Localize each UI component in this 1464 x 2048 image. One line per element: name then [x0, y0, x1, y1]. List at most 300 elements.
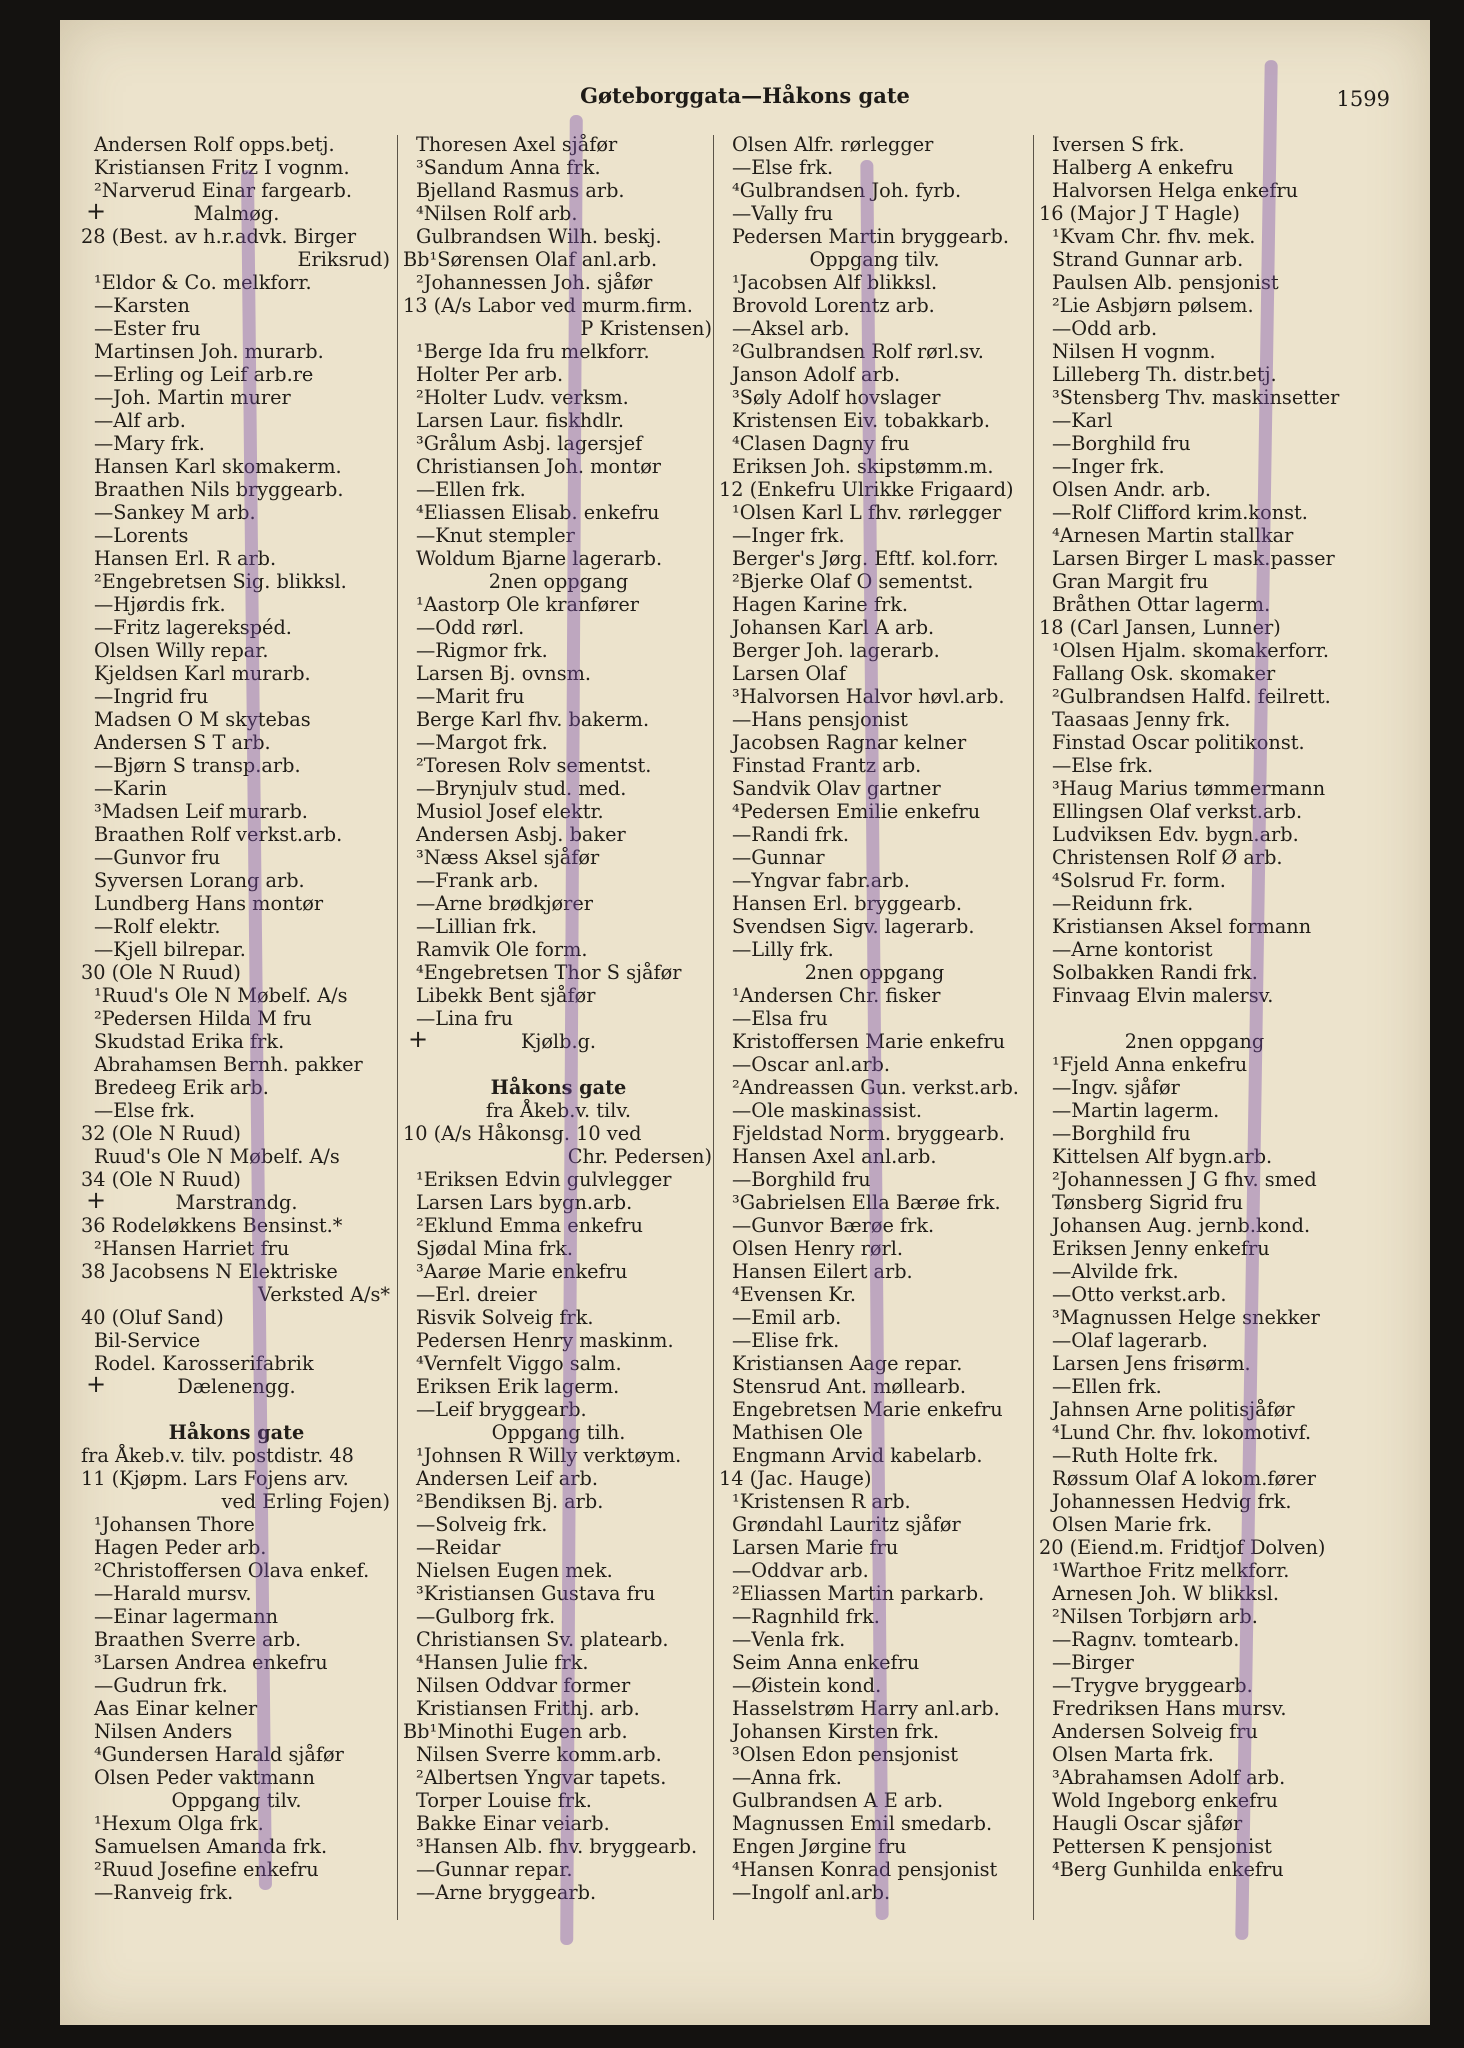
entry-text: —Lillian frk. — [416, 915, 537, 938]
resident-entry — [718, 1099, 1030, 1122]
entry-text: Iversen S frk. — [1052, 133, 1185, 156]
entry-text: —Else frk. — [1052, 754, 1154, 777]
entry-text: —Inger frk. — [732, 524, 845, 547]
resident-entry — [80, 1858, 392, 1881]
entry-text: ¹Eriksen Edvin gulvlegger — [416, 1168, 672, 1191]
entry-text: 2nen oppgang — [804, 961, 945, 984]
resident-entry — [1038, 1674, 1350, 1697]
resident-entry — [1038, 133, 1350, 156]
resident-entry — [402, 984, 714, 1007]
entry-text: ²Johannessen J G fhv. smed — [1052, 1168, 1317, 1191]
resident-entry — [80, 869, 392, 892]
entry-text: Hagen Peder arb. — [94, 1536, 267, 1559]
resident-entry — [718, 1628, 1030, 1651]
resident-entry — [1038, 800, 1350, 823]
entry-text: ³Larsen Andrea enkefru — [94, 1651, 328, 1674]
resident-entry — [1038, 639, 1350, 662]
resident-entry — [1038, 823, 1350, 846]
entry-text: ¹Jacobsen Alf blikksl. — [732, 271, 938, 294]
entry-text: —Lorents — [94, 524, 189, 547]
entry-text: Svendsen Sigv. lagerarb. — [732, 915, 975, 938]
entry-text: ⁴Berg Gunhilda enkefru — [1052, 1858, 1284, 1881]
resident-entry — [402, 1559, 714, 1582]
entry-text: 16 (Major J T Hagle) — [1039, 202, 1240, 225]
resident-entry — [718, 1444, 1030, 1467]
entry-text: ²Eklund Emma enkefru — [416, 1214, 643, 1237]
resident-entry — [718, 1306, 1030, 1329]
address-entry — [1038, 1536, 1350, 1559]
resident-entry — [1038, 1030, 1350, 1053]
entry-text: ³Næss Aksel sjåfør — [416, 846, 600, 869]
entry-text: Bil-Service — [94, 1329, 201, 1352]
entry-text: —Marit fru — [416, 685, 525, 708]
resident-entry — [718, 754, 1030, 777]
entry-text: ⁴Evensen Kr. — [732, 1283, 857, 1306]
column-rule — [397, 135, 398, 1920]
entry-text: 11 (Kjøpm. Lars Fojens arv. — [81, 1467, 349, 1490]
resident-entry — [1038, 1789, 1350, 1812]
resident-entry — [402, 1260, 714, 1283]
resident-entry — [1038, 1559, 1350, 1582]
entry-text: Risvik Solveig frk. — [416, 1306, 594, 1329]
entry-text: ⁴Nilsen Rolf arb. — [416, 202, 578, 225]
address-entry — [402, 1122, 714, 1145]
address-entry — [1038, 616, 1350, 639]
entry-text: ²Gulbrandsen Rolf rørl.sv. — [732, 340, 984, 363]
entry-text: ¹Warthoe Fritz melkforr. — [1052, 1559, 1290, 1582]
entry-text: ²Holter Ludv. verksm. — [416, 386, 629, 409]
entry-text: —Odd arb. — [1052, 317, 1158, 340]
resident-entry — [402, 386, 714, 409]
entry-text: ³Abrahamsen Adolf arb. — [1052, 1766, 1286, 1789]
entry-text: Ludviksen Edv. bygn.arb. — [1052, 823, 1299, 846]
resident-entry — [402, 1237, 714, 1260]
resident-entry — [402, 754, 714, 777]
entry-text: Seim Anna enkefru — [732, 1651, 920, 1674]
resident-entry — [402, 1007, 714, 1030]
resident-entry — [80, 501, 392, 524]
entry-text: —Olaf lagerarb. — [1052, 1329, 1208, 1352]
resident-entry — [1038, 547, 1350, 570]
resident-entry — [718, 133, 1030, 156]
resident-entry — [718, 1490, 1030, 1513]
entry-text: ⁴Lund Chr. fhv. lokomotivf. — [1052, 1421, 1312, 1444]
resident-entry — [80, 731, 392, 754]
entry-text: —Aksel arb. — [732, 317, 850, 340]
resident-entry — [80, 294, 392, 317]
entry-text: Christiansen Sv. platearb. — [416, 1628, 669, 1651]
resident-entry — [1038, 846, 1350, 869]
entry-text: Finvaag Elvin malersv. — [1052, 984, 1274, 1007]
resident-entry — [718, 869, 1030, 892]
entry-text: Musiol Josef elektr. — [416, 800, 604, 823]
entry-text: —Fritz lagerekspéd. — [94, 616, 292, 639]
entry-text: ²Narverud Einar fargearb. — [94, 179, 353, 202]
entry-text: ⁴Eliassen Elisab. enkefru — [416, 501, 660, 524]
entry-text: —Ruth Holte frk. — [1052, 1444, 1219, 1467]
resident-entry — [80, 616, 392, 639]
entry-text: —Sankey M arb. — [94, 501, 256, 524]
entry-text: Bb¹Minothi Eugen arb. — [403, 1720, 628, 1743]
resident-entry — [718, 363, 1030, 386]
resident-entry — [1038, 294, 1350, 317]
resident-entry — [718, 961, 1030, 984]
entry-text: Håkons gate — [168, 1421, 305, 1444]
resident-entry — [1038, 432, 1350, 455]
entry-text: —Oscar anl.arb. — [732, 1053, 891, 1076]
resident-entry — [80, 1605, 392, 1628]
entry-text: Hagen Karine frk. — [732, 593, 909, 616]
entry-text: ¹Kvam Chr. fhv. mek. — [1052, 225, 1256, 248]
resident-entry — [718, 1743, 1030, 1766]
resident-entry — [1038, 984, 1350, 1007]
resident-entry — [402, 1168, 714, 1191]
entry-text: 12 (Enkefru Ulrikke Frigaard) — [719, 478, 1014, 501]
entry-text: —Ester fru — [94, 317, 201, 340]
entry-text: Fjeldstad Norm. bryggearb. — [732, 1122, 1005, 1145]
entry-text: Larsen Birger L mask.passer — [1052, 547, 1335, 570]
resident-entry — [718, 294, 1030, 317]
entry-text: Ramvik Ole form. — [416, 938, 588, 961]
entry-text: Larsen Laur. fiskhdlr. — [416, 409, 625, 432]
entry-text: ⁴Pedersen Emilie enkefru — [732, 800, 981, 823]
entry-text: ³Grålum Asbj. lagersjef — [416, 432, 643, 455]
entry-text: fra Åkeb.v. tilv. postdistr. 48 — [81, 1444, 354, 1467]
entry-text: —Solveig frk. — [416, 1513, 548, 1536]
resident-entry — [402, 915, 714, 938]
resident-entry — [80, 662, 392, 685]
entry-text: Sandvik Olav gartner — [732, 777, 941, 800]
resident-entry — [80, 1766, 392, 1789]
resident-entry — [718, 892, 1030, 915]
entry-text: Johansen Aug. jernb.kond. — [1052, 1214, 1311, 1237]
resident-entry — [1038, 1053, 1350, 1076]
entry-text: —Birger — [1052, 1651, 1134, 1674]
entry-text: ³Hansen Alb. fhv. bryggearb. — [416, 1835, 698, 1858]
entry-text: —Ragnhild frk. — [732, 1605, 880, 1628]
resident-entry — [402, 1283, 714, 1306]
entry-text: Magnussen Emil smedarb. — [732, 1812, 993, 1835]
resident-entry — [718, 1283, 1030, 1306]
entry-text: ²Lie Asbjørn pølsem. — [1052, 294, 1254, 317]
entry-text: 20 (Eiend.m. Fridtjof Dolven) — [1039, 1536, 1326, 1559]
resident-entry — [402, 662, 714, 685]
resident-entry — [718, 1536, 1030, 1559]
entry-text: Kristiansen Aage repar. — [732, 1352, 963, 1375]
entry-text: Bakke Einar veiarb. — [416, 1812, 610, 1835]
entry-text: Lilleberg Th. distr.betj. — [1052, 363, 1277, 386]
entry-text: —Ingv. sjåfør — [1052, 1076, 1180, 1099]
resident-entry — [718, 639, 1030, 662]
entry-text: Bb¹Sørensen Olaf anl.arb. — [403, 248, 658, 271]
entry-text: Nilsen H vognm. — [1052, 340, 1216, 363]
resident-entry — [402, 133, 714, 156]
resident-entry — [402, 1674, 714, 1697]
entry-text: Skudstad Erika frk. — [94, 1030, 285, 1053]
resident-entry — [1038, 455, 1350, 478]
entry-text: Stensrud Ant. møllearb. — [732, 1375, 966, 1398]
entry-text: —Elise frk. — [732, 1329, 840, 1352]
entry-text: ¹Andersen Chr. fisker — [732, 984, 941, 1007]
resident-entry — [718, 1858, 1030, 1881]
resident-entry — [402, 1858, 714, 1881]
resident-entry — [1038, 685, 1350, 708]
resident-entry — [718, 547, 1030, 570]
entry-text: Grøndahl Lauritz sjåfør — [732, 1513, 961, 1536]
entry-text: ²Bjerke Olaf O sementst. — [732, 570, 974, 593]
entry-text: Eriksen Erik lagerm. — [416, 1375, 620, 1398]
entry-text: Hansen Karl skomakerm. — [94, 455, 342, 478]
cross-street-row — [80, 202, 392, 225]
resident-entry — [718, 409, 1030, 432]
address-entry — [80, 1260, 392, 1283]
resident-entry — [402, 1651, 714, 1674]
resident-entry — [718, 501, 1030, 524]
entry-text: Janson Adolf arb. — [732, 363, 901, 386]
resident-entry — [1038, 1375, 1350, 1398]
entry-text: —Inger frk. — [1052, 455, 1165, 478]
entry-text: —Margot frk. — [416, 731, 548, 754]
address-entry — [80, 1444, 392, 1467]
resident-entry — [718, 777, 1030, 800]
entry-text: Finstad Oscar politikonst. — [1052, 731, 1305, 754]
resident-entry — [402, 363, 714, 386]
resident-entry — [1038, 570, 1350, 593]
entry-text: ³Olsen Edon pensjonist — [732, 1743, 959, 1766]
resident-entry — [1038, 225, 1350, 248]
resident-entry — [402, 892, 714, 915]
directory-column-4 — [1038, 133, 1350, 1923]
resident-entry — [402, 1812, 714, 1835]
resident-entry — [402, 1421, 714, 1444]
resident-entry — [1038, 1858, 1350, 1881]
resident-entry — [1038, 1743, 1350, 1766]
cross-street-icon: + — [86, 1191, 107, 1214]
resident-entry — [1038, 1007, 1350, 1030]
resident-entry — [402, 317, 714, 340]
resident-entry — [80, 1559, 392, 1582]
entry-text: Finstad Frantz arb. — [732, 754, 922, 777]
resident-entry — [718, 823, 1030, 846]
resident-entry — [1038, 1283, 1350, 1306]
resident-entry — [402, 340, 714, 363]
entry-text: Samuelsen Amanda frk. — [94, 1835, 328, 1858]
entry-text: ⁴Arnesen Martin stallkar — [1052, 524, 1294, 547]
entry-text: ²Albertsen Yngvar tapets. — [416, 1766, 667, 1789]
resident-entry — [402, 731, 714, 754]
resident-entry — [718, 1582, 1030, 1605]
entry-text: —Lina fru — [416, 1007, 514, 1030]
entry-text: Holter Per arb. — [416, 363, 564, 386]
column-rule — [1033, 135, 1034, 1920]
entry-text: 34 (Ole N Ruud) — [81, 1168, 241, 1191]
entry-text: Andersen S T arb. — [94, 731, 271, 754]
entry-text: Eriksrud) — [297, 248, 390, 271]
resident-entry — [80, 708, 392, 731]
entry-text: 13 (A/s Labor ved murm.firm. — [403, 294, 693, 317]
entry-text: Christiansen Joh. montør — [416, 455, 662, 478]
entry-text: —Ellen frk. — [416, 478, 526, 501]
entry-text: ⁴Solsrud Fr. form. — [1052, 869, 1226, 892]
resident-entry — [1038, 317, 1350, 340]
entry-text: Nilsen Anders — [94, 1720, 233, 1743]
resident-entry — [80, 1743, 392, 1766]
street-heading — [80, 1421, 392, 1444]
resident-entry — [80, 1674, 392, 1697]
entry-text: ³Halvorsen Halvor høvl.arb. — [732, 685, 1005, 708]
entry-text: —Hans pensjonist — [732, 708, 908, 731]
entry-text: ¹Olsen Hjalm. skomakerforr. — [1052, 639, 1330, 662]
resident-entry — [80, 478, 392, 501]
resident-entry — [80, 1237, 392, 1260]
resident-entry — [718, 800, 1030, 823]
entry-text: Malmøg. — [193, 202, 280, 225]
resident-entry — [718, 616, 1030, 639]
resident-entry — [1038, 892, 1350, 915]
resident-entry — [402, 202, 714, 225]
resident-entry — [402, 1697, 714, 1720]
resident-entry — [718, 938, 1030, 961]
entry-text: Nilsen Sverre komm.arb. — [416, 1743, 662, 1766]
entry-text: Tønsberg Sigrid fru — [1052, 1191, 1244, 1214]
entry-text: Sjødal Mina frk. — [416, 1237, 574, 1260]
cross-street-icon: + — [408, 1030, 429, 1053]
resident-entry — [402, 179, 714, 202]
entry-text: Engmann Arvid kabelarb. — [732, 1444, 983, 1467]
entry-text: Olsen Marta frk. — [1052, 1743, 1214, 1766]
entry-text: Pedersen Martin bryggearb. — [732, 225, 1009, 248]
entry-text: ²Johannessen Joh. sjåfør — [416, 271, 653, 294]
resident-entry — [1038, 662, 1350, 685]
resident-entry — [402, 869, 714, 892]
resident-entry — [1038, 1582, 1350, 1605]
resident-entry — [1038, 938, 1350, 961]
entry-text: Aas Einar kelner — [94, 1697, 258, 1720]
entry-text: —Borghild fru — [1052, 432, 1191, 455]
resident-entry — [1038, 1122, 1350, 1145]
resident-entry — [718, 386, 1030, 409]
entry-text: Christensen Rolf Ø arb. — [1052, 846, 1283, 869]
resident-entry — [402, 156, 714, 179]
entry-text: ⁴Clasen Dagny fru — [732, 432, 910, 455]
resident-entry — [718, 1007, 1030, 1030]
entry-text: —Harald mursv. — [94, 1582, 252, 1605]
entry-text: Lundberg Hans montør — [94, 892, 324, 915]
entry-text: —Karin — [94, 777, 167, 800]
resident-entry — [718, 1513, 1030, 1536]
entry-text: ²Christoffersen Olava enkef. — [94, 1559, 370, 1582]
resident-entry — [718, 202, 1030, 225]
entry-text: ¹Hexum Olga frk. — [94, 1812, 264, 1835]
entry-text: ²Hansen Harriet fru — [94, 1237, 290, 1260]
resident-entry — [402, 1306, 714, 1329]
resident-entry — [718, 1605, 1030, 1628]
entry-text: 32 (Ole N Ruud) — [81, 1122, 241, 1145]
resident-entry — [718, 524, 1030, 547]
resident-entry — [1038, 363, 1350, 386]
resident-entry — [718, 846, 1030, 869]
entry-text: Hasselstrøm Harry anl.arb. — [732, 1697, 1000, 1720]
entry-text: Martinsen Joh. murarb. — [94, 340, 324, 363]
resident-entry — [402, 478, 714, 501]
resident-entry — [80, 1053, 392, 1076]
address-entry — [80, 1306, 392, 1329]
resident-entry — [80, 409, 392, 432]
resident-entry — [402, 1743, 714, 1766]
entry-text: Engen Jørgine fru — [732, 1835, 907, 1858]
entry-text: —Oddvar arb. — [732, 1559, 869, 1582]
resident-entry — [1038, 1214, 1350, 1237]
resident-entry — [1038, 340, 1350, 363]
resident-entry — [80, 1329, 392, 1352]
entry-text: Verksted A/s* — [258, 1283, 390, 1306]
entry-text: Andersen Solveig fru — [1052, 1720, 1258, 1743]
entry-text: Arnesen Joh. W blikksl. — [1052, 1582, 1280, 1605]
entry-text: —Randi frk. — [732, 823, 849, 846]
resident-entry — [402, 1191, 714, 1214]
entry-text: —Vally fru — [732, 202, 834, 225]
resident-entry — [80, 1881, 392, 1904]
resident-entry — [402, 432, 714, 455]
resident-entry — [1038, 708, 1350, 731]
resident-entry — [1038, 1513, 1350, 1536]
resident-entry — [80, 179, 392, 202]
resident-entry — [718, 455, 1030, 478]
entry-text: Larsen Jens frisørm. — [1052, 1352, 1251, 1375]
entry-text: Hansen Eilert arb. — [732, 1260, 913, 1283]
entry-text: Torper Louise frk. — [416, 1789, 592, 1812]
resident-entry — [80, 1697, 392, 1720]
entry-text: ¹Aastorp Ole kranfører — [416, 593, 640, 616]
address-entry — [718, 1467, 1030, 1490]
entry-text: —Karsten — [94, 294, 190, 317]
resident-entry — [402, 1789, 714, 1812]
entry-text: Eriksen Joh. skipstømm.m. — [732, 455, 994, 478]
entry-text: Andersen Rolf opps.betj. — [94, 133, 335, 156]
entry-text: 10 (A/s Håkonsg. 10 ved — [403, 1122, 642, 1145]
entry-text: —Odd rørl. — [416, 616, 525, 639]
resident-entry — [718, 662, 1030, 685]
resident-entry — [718, 1122, 1030, 1145]
entry-text: —Else frk. — [94, 1099, 196, 1122]
resident-entry — [80, 1720, 392, 1743]
resident-entry — [80, 1628, 392, 1651]
resident-entry — [1038, 1352, 1350, 1375]
resident-entry — [80, 271, 392, 294]
entry-text: ³Magnussen Helge snekker — [1052, 1306, 1320, 1329]
entry-text: —Alvilde frk. — [1052, 1260, 1179, 1283]
resident-entry — [80, 685, 392, 708]
entry-text: Nilsen Oddvar former — [416, 1674, 631, 1697]
resident-entry — [80, 1582, 392, 1605]
entry-text: Kristiansen Frithj. arb. — [416, 1697, 640, 1720]
entry-text: —Leif bryggearb. — [416, 1398, 587, 1421]
entry-text: 2nen oppgang — [1124, 1030, 1265, 1053]
resident-entry — [718, 1076, 1030, 1099]
resident-entry — [402, 1766, 714, 1789]
entry-text: Fredriksen Hans mursv. — [1052, 1697, 1287, 1720]
entry-text: Larsen Lars bygn.arb. — [416, 1191, 633, 1214]
entry-text: Røssum Olaf A lokom.fører — [1052, 1467, 1316, 1490]
resident-entry — [80, 156, 392, 179]
resident-entry — [80, 547, 392, 570]
cross-street-icon: + — [86, 1375, 107, 1398]
resident-entry — [1038, 1099, 1350, 1122]
resident-entry — [1038, 1329, 1350, 1352]
entry-text: Olsen Peder vaktmann — [94, 1766, 315, 1789]
cross-street-icon: + — [86, 202, 107, 225]
resident-entry — [718, 1030, 1030, 1053]
